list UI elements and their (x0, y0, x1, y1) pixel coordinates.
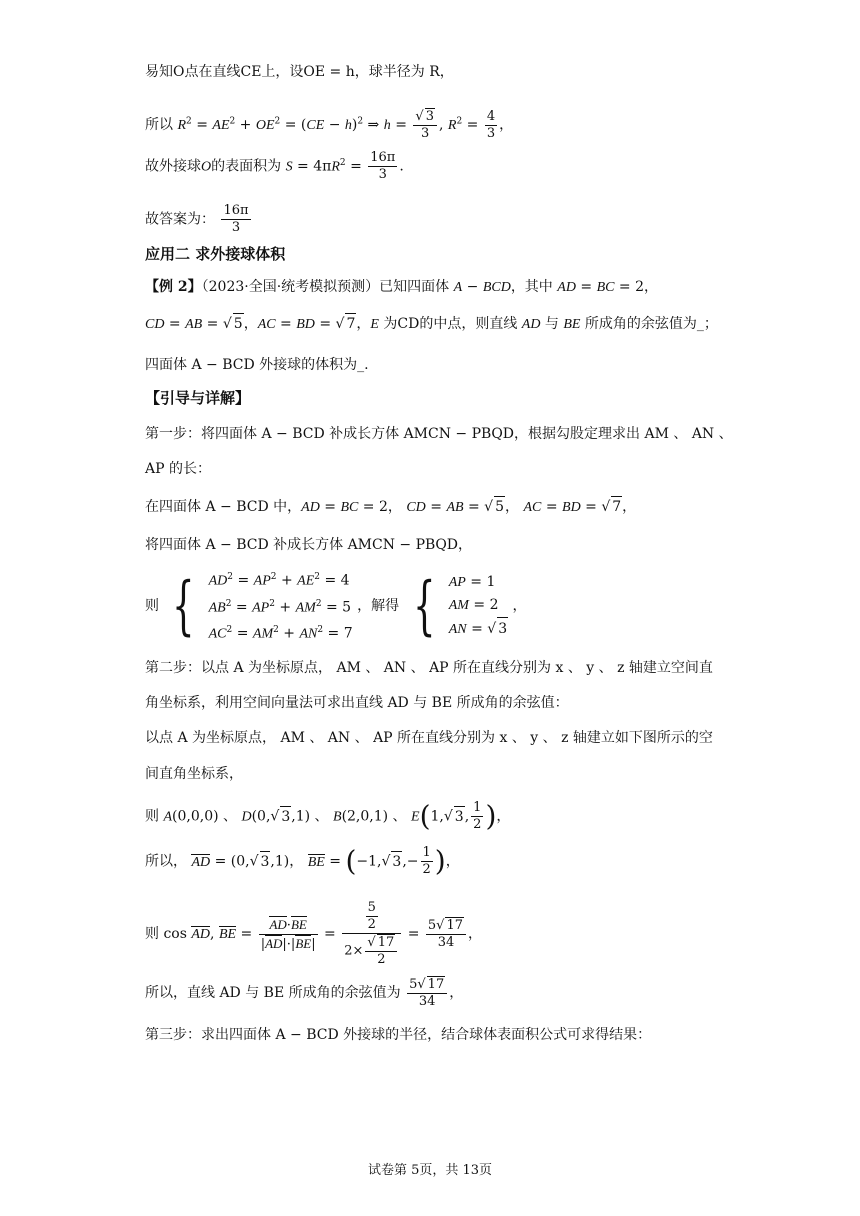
text-prefix: 则 (145, 926, 159, 942)
fraction: $\frac{16\pi}{3}$ (223, 203, 249, 235)
step2-line-3: 以点 A 为坐标原点， AM 、 AN 、 AP 所在直线分别为 x 、 y 、 z 轴建立如下图所示的空 (145, 730, 713, 746)
step2-line-2: 角坐标系，利用空间向量法可求出直线 AD 与 BE 所成角的余弦值： (145, 695, 569, 711)
text-segment: ，解得 (357, 597, 400, 614)
text-prefix: 所以 (145, 117, 173, 133)
section-heading: 应用二 求外接球体积 (145, 245, 286, 263)
fraction: $\frac{√ 3}{3}$ (413, 108, 437, 142)
fraction: $\frac{4}{3}$ (486, 108, 496, 141)
text-segment: 所以，直线 AD 与 BE 所成角的余弦值为 (145, 985, 401, 1001)
coordinates-line: 则 A(0,0,0) 、 D(0,√ 3,1) 、 B(2,0,1) 、 E(1,√ 3, $\frac{1}{2}$ )， (145, 799, 511, 833)
step2-line-1: 第二步：以点 A 为坐标原点， AM 、 AN 、 AP 所在直线分别为 x 、 y 、 z 轴建立空间直 (145, 660, 713, 676)
guide-heading: 【引导与详解】 (145, 389, 251, 407)
text-segment: 在四面体 A − BCD 中， (145, 499, 302, 515)
example-tag: 【例 2】 (145, 279, 202, 295)
text-segment: ，其中 (510, 279, 553, 295)
text-segment: 为CD的中点，则直线 (383, 316, 518, 332)
text-line-1: 易知O点在直线CE上，设OE = h，球半径为 R， (145, 64, 454, 80)
step2-line-4: 间直角坐标系， (145, 766, 243, 782)
equation-system-line: 则 { $AD^2 = AP^2 + AE^2 = 4$ $AB^2 = AP^2 + AM^2 = 5$ $AC^2 = AM^2 + AN^2 = 7$ ，解得 { AP = 1 AM = 2 AN = √ 3 ， (145, 566, 527, 646)
fraction: $\frac{16\pi}{3}$ (370, 150, 396, 182)
example-source: （2023·全国·统考模拟预测）已知四面体 (201, 279, 450, 295)
equation-system-right: AP = 1 AM = 2 AN = √ 3 (449, 571, 508, 641)
vectors-line: 所以， AD = (0,√ 3,1)， BE = (−1,√ 3,− $\frac{1}{2}$ )， (145, 844, 460, 878)
cosine-result-line: 所以，直线 AD 与 BE 所成角的余弦值为 $\frac{5√ 17}{34}$ ， (145, 977, 464, 1009)
example-2-line-3: 四面体 A − BCD 外接球的体积为_. (145, 357, 369, 373)
text-prefix: 所以， (145, 853, 187, 870)
text-prefix: 则 (145, 597, 159, 614)
step1-line-1: 第一步：将四面体 A − BCD 补成长方体 AMCN − PBQD，根据勾股定理求出 AM 、 AN 、 (145, 426, 733, 442)
step1-line-2: AP 的长： (145, 461, 211, 477)
text-prefix: 故外接球 (145, 158, 201, 175)
text-line-3: 故外接球O的表面积为 $S = 4\pi R^2$ = $\frac{16\pi}{3}$ . (145, 150, 404, 182)
text-prefix: 则 (145, 808, 159, 825)
page-footer: 试卷第 5页，共 13页 (367, 1163, 493, 1178)
answer-label: 故答案为： (145, 211, 215, 228)
step3-line: 第三步：求出四面体 A − BCD 外接球的半径，结合球体表面积公式可求得结果： (145, 1027, 652, 1043)
answer-line (145, 203, 253, 236)
example-2-line-2: CD = AB = √ 5，AC = BD = √ 7，E 为CD的中点，则直线 AD 与 BE 所成角的余弦值为_； (145, 313, 718, 335)
example-2-line-1: 【例 2】（2023·全国·统考模拟预测）已知四面体 A − BCD，其中 AD = BC = 2， (145, 279, 659, 295)
cosine-line: 则 cos AD, BE = $\frac{AD\cdot BE}{|AD|\cdot|BE|}$ = $\frac{5}{2}$ 2× $\frac{√ 17}{2}$ = $\frac{5√ 17}{34}$ ， (145, 900, 483, 967)
text-line-2: 所以 $R^2 = AE^2 + OE^2 = (CE - h)^2$ ⇒ h = $\frac{√ 3}{3}$ , $R^2$ = $\frac{4}{3}$ ， (145, 108, 514, 141)
step1-line-3: 在四面体 A − BCD 中，AD = BC = 2， CD = AB = √ 5， AC = BD = √ 7， (145, 496, 636, 518)
equation-system-left: $AD^2 = AP^2 + AE^2 = 4$ $AB^2 = AP^2 + AM^2 = 5$ $AC^2 = AM^2 + AN^2 = 7$ (208, 572, 353, 642)
step1-line-4: 将四面体 A − BCD 补成长方体 AMCN − PBQD， (145, 537, 473, 553)
